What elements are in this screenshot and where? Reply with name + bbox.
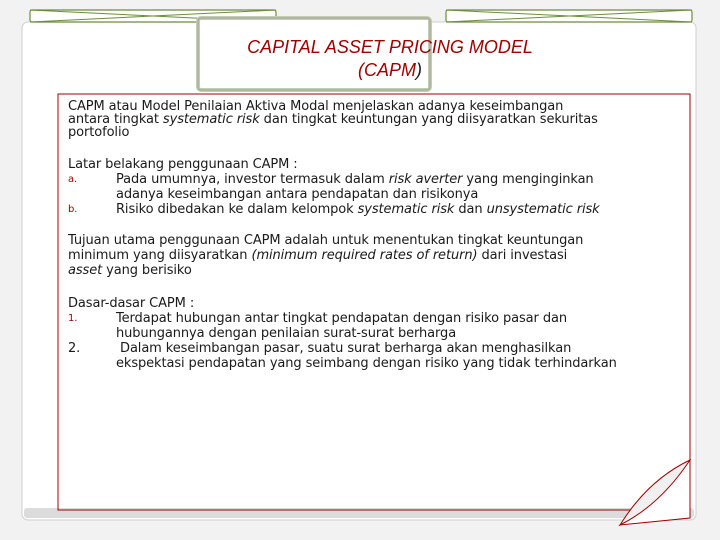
latar-heading: Latar belakang penggunaan CAPM :	[68, 157, 298, 172]
dasar-heading: Dasar-dasar CAPM :	[68, 296, 195, 311]
slide-body	[68, 100, 718, 371]
text-span: dari investasi	[477, 248, 568, 263]
title-line-1: CAPITAL ASSET PRICING MODEL	[247, 37, 533, 57]
list-marker-a: a.	[68, 174, 78, 185]
emphasis-systematic-risk: systematic risk	[162, 112, 260, 127]
spacer	[68, 217, 718, 233]
text-span: minimum yang diisyaratkan	[68, 248, 252, 263]
dasar-section	[68, 296, 718, 371]
emphasis-unsystematic-risk: unsystematic risk	[486, 202, 600, 217]
latar-section	[68, 157, 718, 217]
dasar-2-line-2: ekspektasi pendapatan yang seimbang dengan risiko yang tidak terhindarkan	[116, 356, 617, 371]
title-close-paren: )	[416, 60, 422, 80]
text-span: dan tingkat keuntungan yang diisyaratkan sekuritas	[259, 112, 598, 127]
tujuan-section	[68, 233, 718, 278]
intro-paragraph	[68, 100, 718, 139]
intro-line-1: CAPM atau Model Penilaian Aktiva Modal menjelaskan adanya keseimbangan	[68, 99, 564, 114]
text-span: antara tingkat	[68, 112, 163, 127]
emphasis-asset: asset	[68, 263, 103, 278]
text-span: yang menginginkan	[462, 172, 594, 187]
text-span: Risiko dibedakan ke dalam kelompok	[116, 202, 358, 217]
list-marker-1: 1.	[68, 313, 78, 324]
dasar-1-line-1: Terdapat hubungan antar tingkat pendapatan dengan risiko pasar dan	[116, 311, 567, 326]
dasar-item-2	[68, 341, 718, 371]
emphasis-risk-averter: risk averter	[388, 172, 463, 187]
text-span: yang berisiko	[102, 263, 192, 278]
tujuan-line-1: Tujuan utama penggunaan CAPM adalah untuk menentukan tingkat keuntungan	[68, 233, 584, 248]
title-line-2	[200, 59, 580, 82]
intro-line-2	[68, 113, 718, 126]
dasar-2-line-1: Dalam keseimbangan pasar, suatu surat berharga akan menghasilkan	[116, 341, 572, 356]
latar-a-line-1	[116, 172, 718, 187]
spacer	[68, 278, 718, 296]
spacer	[68, 139, 718, 157]
title-capm: (CAPM	[358, 60, 416, 80]
latar-a-line-2: adanya keseimbangan antara pendapatan dan risikonya	[116, 187, 479, 202]
tujuan-line-3	[68, 263, 718, 278]
text-span: Pada umumnya, investor termasuk dalam	[116, 172, 389, 187]
latar-b-line	[116, 202, 718, 217]
latar-item-b	[68, 202, 718, 217]
list-marker-b: b.	[68, 204, 78, 215]
text-span: dan	[454, 202, 487, 217]
latar-item-a	[68, 172, 718, 202]
emphasis-systematic-risk: systematic risk	[357, 202, 455, 217]
list-marker-2: 2.	[68, 341, 81, 356]
intro-line-3: portofolio	[68, 125, 130, 140]
dasar-item-1	[68, 311, 718, 341]
slide-title	[200, 36, 580, 82]
dasar-1-line-2: hubungannya dengan penilaian surat-surat berharga	[116, 326, 457, 341]
emphasis-minimum-required: (minimum required rates of return)	[251, 248, 478, 263]
green-tab-right	[446, 10, 692, 22]
tujuan-line-2	[68, 248, 718, 263]
